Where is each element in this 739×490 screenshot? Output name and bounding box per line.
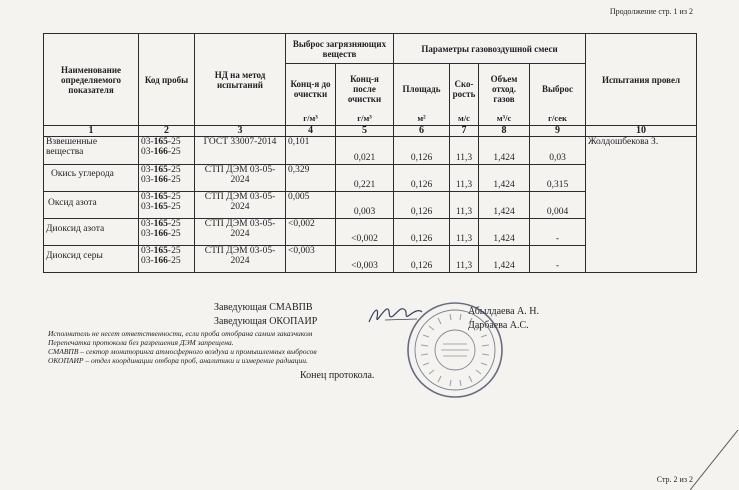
col-number: 3	[195, 126, 286, 137]
header-params-group: Параметры газовоздушной смеси	[394, 34, 586, 64]
tester-name: Жолдошбекова З.	[586, 137, 697, 273]
header-volume-unit: м³/с	[496, 113, 512, 123]
header-emission-unit: г/сек	[548, 113, 567, 123]
footnote-line: ОКОПАИР – отдел координации отбора проб, аналитики и измерение радиации.	[48, 356, 308, 365]
row-speed: 11,3	[450, 246, 479, 273]
header-speed	[450, 64, 479, 126]
code-part: -25	[167, 137, 181, 147]
row-area: 0,126	[394, 192, 450, 219]
header-nd: НД на метод испытаний	[195, 34, 286, 126]
col-number: 7	[450, 126, 479, 137]
row-volume: 1,424	[479, 192, 530, 219]
header-area-unit: м²	[417, 113, 426, 123]
row-before: 0,101	[286, 137, 336, 165]
continuation-label: Продолжение стр. 1 из 2	[609, 7, 693, 16]
header-conc-before-unit: г/м³	[303, 113, 318, 123]
code-part: 166	[153, 256, 168, 266]
row-area: 0,126	[394, 137, 450, 165]
row-nd: СТП ДЭМ 03-05-2024	[195, 219, 286, 246]
code-part: 165	[153, 192, 168, 202]
row-volume: 1,424	[479, 165, 530, 192]
code-part: 03-	[141, 202, 154, 212]
row-volume: 1,424	[479, 219, 530, 246]
header-conc-after-unit: г/м³	[357, 113, 372, 123]
col-number: 6	[394, 126, 450, 137]
header-tester: Испытания провел	[586, 34, 697, 126]
col-number: 9	[530, 126, 586, 137]
row-speed: 11,3	[450, 165, 479, 192]
row-name: Диоксид серы	[44, 246, 139, 273]
code-part: 03-	[141, 147, 154, 157]
header-area-label: Площадь	[402, 83, 441, 94]
signature-name-1: Абылдаева А. Н.	[468, 306, 539, 317]
row-nd: СТП ДЭМ 03-05-2024	[195, 192, 286, 219]
row-code	[139, 219, 195, 246]
row-nd: СТП ДЭМ 03-05-2024	[195, 165, 286, 192]
code-part: -25	[167, 165, 181, 175]
row-area: 0,126	[394, 246, 450, 273]
code-part: 03-	[141, 219, 154, 229]
signature-title-2: Заведующая ОКОПАИР	[214, 316, 318, 327]
code-part: -25	[167, 192, 181, 202]
row-emission: 0,004	[530, 192, 586, 219]
code-part: -25	[167, 229, 181, 239]
col-number: 1	[44, 126, 139, 137]
row-emission: -	[530, 219, 586, 246]
footnote-line: Перепечатка протокола без разрешения ДЭМ запрещена.	[48, 338, 234, 347]
row-speed: 11,3	[450, 192, 479, 219]
row-nd: СТП ДЭМ 03-05-2024	[195, 246, 286, 273]
results-table	[43, 33, 697, 273]
code-part: 03-	[141, 256, 154, 266]
row-emission: 0,03	[530, 137, 586, 165]
code-part: -25	[167, 175, 181, 185]
row-nd: ГОСТ 33007-2014	[195, 137, 286, 165]
row-code	[139, 246, 195, 273]
row-before: <0,002	[286, 219, 336, 246]
row-code	[139, 192, 195, 219]
col-number: 4	[286, 126, 336, 137]
table-row	[44, 137, 697, 165]
code-part: -25	[167, 246, 181, 256]
row-volume: 1,424	[479, 246, 530, 273]
row-name: Диоксид азота	[44, 219, 139, 246]
code-part: -25	[167, 219, 181, 229]
header-emission	[530, 64, 586, 126]
header-emission-label: Выброс	[541, 83, 574, 94]
row-after: 0,221	[336, 165, 394, 192]
paper-crease-icon	[690, 430, 739, 490]
row-code	[139, 137, 195, 165]
row-before: 0,329	[286, 165, 336, 192]
row-after: <0,003	[336, 246, 394, 273]
row-after: <0,002	[336, 219, 394, 246]
footnotes	[48, 329, 388, 365]
col-number: 8	[479, 126, 530, 137]
code-part: 03-	[141, 165, 154, 175]
header-conc-after-label: Конц-я после очистки	[347, 73, 382, 104]
row-name: Оксид азота	[44, 192, 139, 219]
code-part: 166	[153, 175, 168, 185]
row-speed: 11,3	[450, 137, 479, 165]
header-conc-after	[336, 64, 394, 126]
col-number: 5	[336, 126, 394, 137]
signature-title-1: Заведующая СМАВПВ	[214, 302, 313, 313]
row-after: 0,003	[336, 192, 394, 219]
header-name: Наименование определяемого показателя	[44, 34, 139, 126]
round-seal-icon	[405, 300, 505, 400]
code-part: -25	[167, 202, 181, 212]
code-part: 165	[153, 246, 168, 256]
row-speed: 11,3	[450, 219, 479, 246]
code-part: 03-	[141, 137, 154, 147]
code-part: 165	[153, 219, 168, 229]
code-part: 165	[153, 202, 168, 212]
header-conc-before-label: Конц-я до очистки	[290, 78, 331, 99]
col-number: 10	[586, 126, 697, 137]
row-after: 0,021	[336, 137, 394, 165]
header-volume	[479, 64, 530, 126]
col-number: 2	[139, 126, 195, 137]
row-before: <0,003	[286, 246, 336, 273]
code-part: 165	[153, 165, 168, 175]
code-part: 03-	[141, 246, 154, 256]
code-part: 03-	[141, 175, 154, 185]
row-area: 0,126	[394, 165, 450, 192]
row-emission: -	[530, 246, 586, 273]
row-code	[139, 165, 195, 192]
header-speed-unit: м/с	[458, 113, 470, 123]
header-conc-before	[286, 64, 336, 126]
row-emission: 0,315	[530, 165, 586, 192]
code-part: 165	[153, 137, 168, 147]
footnote-line: СМАВПВ – сектор мониторинга атмосферного воздуха и промышленных выбросов	[48, 347, 317, 356]
header-emission-group: Выброс загрязняющих веществ	[286, 34, 394, 64]
row-before: 0,005	[286, 192, 336, 219]
code-part: -25	[167, 256, 181, 266]
row-name: Взвешенные вещества	[44, 137, 139, 165]
code-part: 03-	[141, 192, 154, 202]
code-part: 03-	[141, 229, 154, 239]
signature-name-2: Дарбаева А.С.	[468, 320, 529, 331]
page-number: Стр. 2 из 2	[656, 475, 693, 484]
header-speed-label: Ско-рость	[452, 78, 476, 99]
code-part: -25	[167, 147, 181, 157]
header-area	[394, 64, 450, 126]
row-area: 0,126	[394, 219, 450, 246]
footnote-line: Исполнитель не несет ответственности, если проба отобрана самим заказчиком	[48, 329, 313, 338]
code-part: 166	[153, 147, 168, 157]
header-code: Код пробы	[139, 34, 195, 126]
code-part: 166	[153, 229, 168, 239]
end-of-protocol: Конец протокола.	[300, 370, 375, 381]
header-volume-label: Объем отход. газов	[490, 73, 518, 104]
row-volume: 1,424	[479, 137, 530, 165]
row-name: Окись углерода	[44, 165, 139, 192]
